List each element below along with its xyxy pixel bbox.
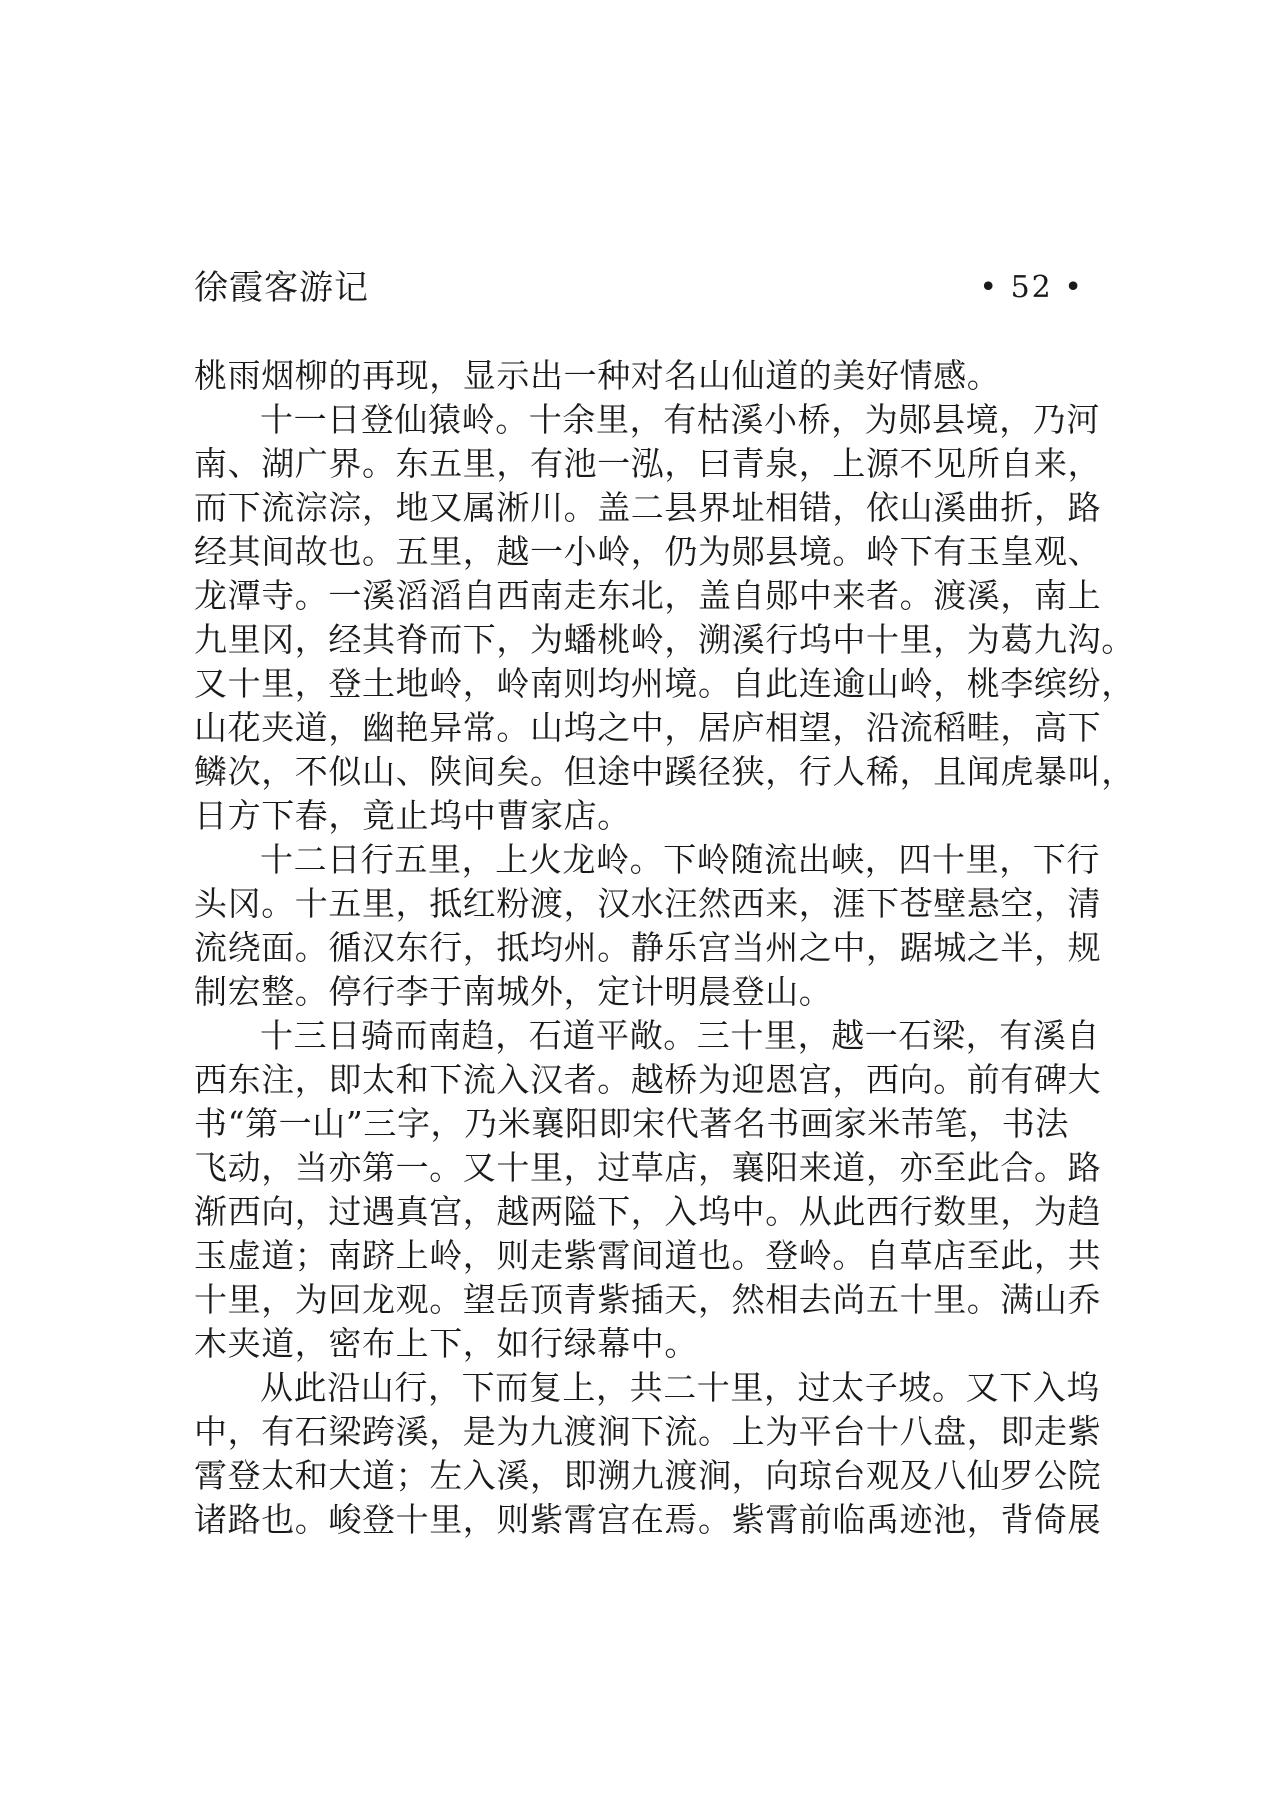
text-line: 霄登太和大道；左入溪，即溯九渡涧，向琼台观及八仙罗公院 [194,1456,1102,1495]
text-line: 书“第一山”三字，乃米襄阳即宋代著名书画家米芾笔，书法 [194,1104,1069,1143]
text-line: 头冈。十五里，抵红粉渡，汉水汪然西来，涯下苍壁悬空，清 [194,884,1102,923]
text-line: 飞动，当亦第一。又十里，过草店，襄阳来道，亦至此合。路 [194,1148,1102,1187]
text-line: 桃雨烟柳的再现，显示出一种对名山仙道的美好情感。 [194,356,1001,395]
text-line: 南、湖广界。东五里，有池一泓，曰青泉，上源不见所自来， [194,444,1102,483]
page-number: • 52 • [979,270,1084,305]
book-title: 徐霞客游记 [194,268,369,308]
text-line: 诸路也。峻登十里，则紫霄宫在焉。紫霄前临禹迹池，背倚展 [194,1500,1102,1539]
text-line: 十里，为回龙观。望岳顶青紫插天，然相去尚五十里。满山乔 [194,1280,1102,1319]
text-line: 制宏整。停行李于南城外，定计明晨登山。 [194,972,833,1011]
text-line: 从此沿山行，下而复上，共二十里，过太子坡。又下入坞 [260,1368,1100,1407]
text-line: 十三日骑而南趋，石道平敞。三十里，越一石梁，有溪自 [260,1016,1100,1055]
text-line: 龙潭寺。一溪滔滔自西南走东北，盖自郧中来者。渡溪，南上 [194,576,1102,615]
text-line: 十一日登仙猿岭。十余里，有枯溪小桥，为郧县境，乃河 [260,400,1100,439]
page-header [194,264,1084,312]
text-line: 九里冈，经其脊而下，为蟠桃岭，溯溪行坞中十里，为葛九沟。 [194,620,1135,659]
text-line: 十二日行五里，上火龙岭。下岭随流出峡，四十里，下行 [260,840,1100,879]
text-line: 又十里，登土地岭，岭南则均州境。自此连逾山岭，桃李缤纷， [194,664,1135,703]
text-line: 中，有石梁跨溪，是为九渡涧下流。上为平台十八盘，即走紫 [194,1412,1102,1451]
text-line: 木夹道，密布上下，如行绿幕中。 [194,1324,698,1363]
body-text [194,354,1135,1542]
text-line: 流绕面。循汉东行，抵均州。静乐宫当州之中，踞城之半，规 [194,928,1102,967]
text-line: 山花夹道，幽艳异常。山坞之中，居庐相望，沿流稻畦，高下 [194,708,1102,747]
text-line: 渐西向，过遇真宫，越两隘下，入坞中。从此西行数里，为趋 [194,1192,1102,1231]
text-line: 西东注，即太和下流入汉者。越桥为迎恩宫，西向。前有碑大 [194,1060,1102,1099]
text-line: 玉虚道；南跻上岭，则走紫霄间道也。登岭。自草店至此，共 [194,1236,1102,1275]
text-line: 日方下春，竟止坞中曹家店。 [194,796,631,835]
text-line: 而下流淙淙，地又属淅川。盖二县界址相错，依山溪曲折，路 [194,488,1102,527]
text-line: 鳞次，不似山、陕间矣。但途中蹊径狭，行人稀，且闻虎暴叫， [194,752,1135,791]
text-line: 经其间故也。五里，越一小岭，仍为郧县境。岭下有玉皇观、 [194,532,1102,571]
